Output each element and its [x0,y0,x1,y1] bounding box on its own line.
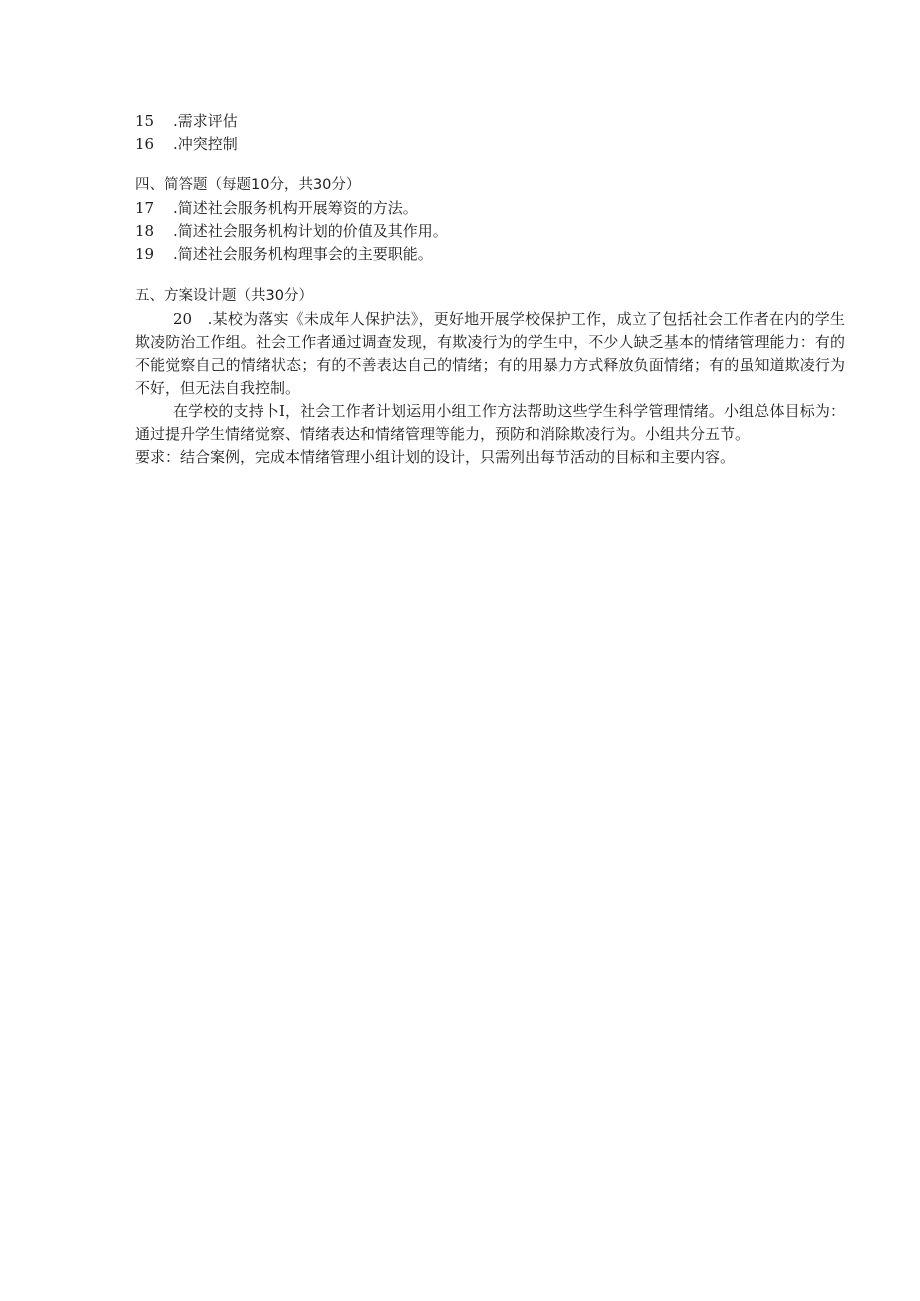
section-heading: 五、方案设计题（共30分） [135,288,313,304]
question-item [135,220,845,243]
section-plan-design [135,285,845,469]
question-number: 18 [135,222,155,240]
section-heading: 四、简答题（每题10分，共30分） [135,177,361,193]
question-text: .冲突控制 [173,135,238,153]
items-top [135,110,845,156]
question-item [135,133,845,156]
question-item [135,110,845,133]
section-short-answer [135,174,845,266]
question-number: 16 [135,135,155,153]
question-text: .简述社会服务机构理事会的主要职能。 [173,245,433,263]
question-item [135,197,845,220]
case-paragraph: 在学校的支持卜I，社会工作者计划运用小组工作方法帮助这些学生科学管理情绪。小组总体目标为：通过提升学生情绪觉察、情绪表达和情绪管理等能力，预防和消除欺凌行为。小组共分五节。 [135,402,845,443]
question-text: .简述社会服务机构开展筹资的方法。 [173,199,418,217]
question-item [135,243,845,266]
case-paragraph: 20 .某校为落实《未成年人保护法》，更好地开展学校保护工作，成立了包括社会工作者在内的学生欺凌防治工作组。社会工作者通过调查发现，有欺凌行为的学生中，不少人缺乏基本的情绪管理能力：有的不能觉察自己的情绪状态；有的不善表达自己的情绪；有的用暴力方式释放负面情绪；有的虽知道欺凌行为不好，但无法自我控制。 [135,310,845,397]
question-text: .需求评估 [173,112,238,130]
requirement-paragraph: 要求：结合案例，完成本情绪管理小组计划的设计，只需列出每节活动的目标和主要内容。 [135,448,736,466]
question-number: 19 [135,245,155,263]
question-number: 15 [135,112,155,130]
question-number: 17 [135,199,155,217]
question-text: .简述社会服务机构计划的价值及其作用。 [173,222,448,240]
